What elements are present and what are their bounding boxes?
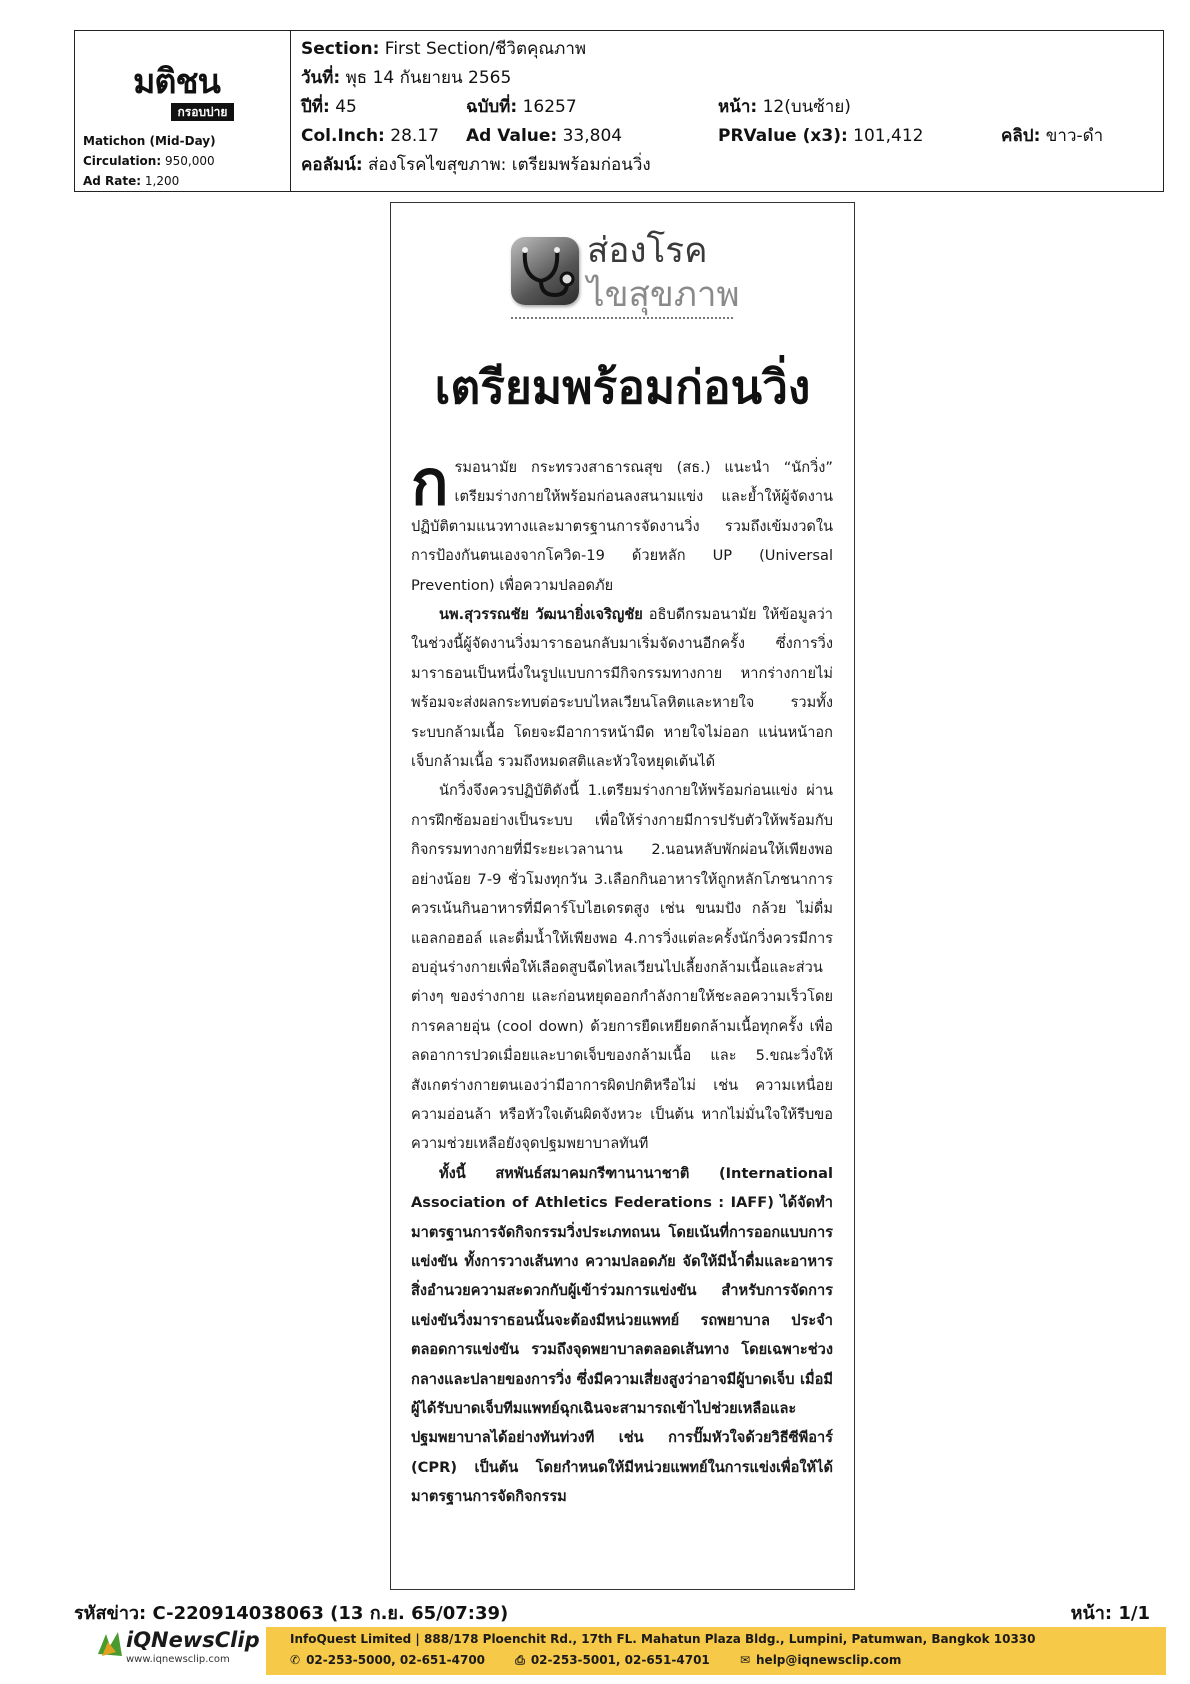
drop-cap: ก xyxy=(411,446,449,519)
column-title-line-2: ไขสุขภาพ xyxy=(587,275,740,315)
prvalue-field: PRValue (x3): 101,412 xyxy=(718,126,924,146)
publication-logo-cell xyxy=(75,31,291,191)
publication-logo: มติชน xyxy=(133,62,220,102)
contact-line xyxy=(290,1653,927,1668)
phone-contact: ✆ 02-253-5000, 02-651-4700 xyxy=(290,1653,486,1667)
iqnewsclip-brand: iQNewsClip xyxy=(126,1628,260,1652)
iqnewsclip-mark-icon xyxy=(96,1630,124,1660)
paragraph-4: ทั้งนี้ สหพันธ์สมาคมกรีฑานานาชาติ (International Association of Athletics Federations : IAFF) ได้จัดทำมาตรฐานการจัดกิจกรรมวิ่งประเภทถนน โดยเน้นที่การออกแบบการแข่งขัน ทั้งการวางเส้นทาง ความปลอดภัย จัดให้มีน้ำดื่มและอาหาร สิ่งอำนวยความสะดวกกับผู้เข้าร่วมการแข่งขัน สำหรับการจัดการแข่งขันวิ่งมาราธอนนั้นจะต้องมีหน่วยแพทย์ รถพยาบาล ประจำตลอดการแข่งขัน รวมถึงจุดพยาบาลตลอดเส้นทาง โดยเฉพาะช่วงกลางและปลายของการวิ่ง ซึ่งมีความเสี่ยงสูงว่าอาจมีผู้บาดเจ็บ เมื่อมีผู้ได้รับบาดเจ็บทีมแพทย์ฉุกเฉินจะสามารถเข้าไปช่วยเหลือและปฐมพยาบาลได้อย่างทันท่วงที เช่น การปั๊มหัวใจด้วยวิธีซีพีอาร์ (CPR) เป็นต้น โดยกำหนดให้มีหน่วยแพทย์ในการแข่งเพื่อให้ได้มาตรฐานการจัดกิจกรรม xyxy=(411,1164,833,1506)
date-row: วันที่: พุธ 14 กันยายน 2565 xyxy=(301,68,512,88)
company-address: InfoQuest Limited | 888/178 Ploenchit Rd., 17th FL. Mahatun Plaza Bldg., Lumpini, Patumwan, Bangkok 10330 xyxy=(290,1632,1036,1646)
ad-rate: Ad Rate: 1,200 xyxy=(83,174,180,188)
paragraph-1: กรมอนามัย กระทรวงสาธารณสุข (สธ.) แนะนำ “นักวิ่ง” เตรียมร่างกายให้พร้อมก่อนลงสนามแข่ง และย้ำให้ผู้จัดงานปฏิบัติตามแนวทางและมาตรฐานการจัดงานวิ่ง รวมถึงเข้มงวดในการป้องกันตนเองจากโควิด-19 ด้วยหลัก UP (Universal Prevention) เพื่อความปลอดภัย xyxy=(411,446,833,594)
publication-name: Matichon (Mid-Day) xyxy=(83,134,216,148)
paragraph-3: นักวิ่งจึงควรปฏิบัติดังนี้ 1.เตรียมร่างกายให้พร้อมก่อนแข่ง ผ่านการฝึกซ้อมอย่างเป็นระบบ เพื่อให้ร่างกายมีการปรับตัวให้พร้อมกับกิจกรรมทางกายที่มีระยะเวลานาน 2.นอนหลับพักผ่อนให้เพียงพออย่างน้อย 7-9 ชั่วโมงทุกวัน 3.เลือกกินอาหารให้ถูกหลักโภชนาการ ควรเน้นกินอาหารที่มีคาร์โบไฮเดรตสูง เช่น ขนมปัง กล้วย ไม่ดื่มแอลกอฮอล์ และดื่มน้ำให้เพียงพอ 4.การวิ่งแต่ละครั้งนักวิ่งควรมีการอบอุ่นร่างกายเพื่อให้เลือดสูบฉีดไหลเวียนไปเลี้ยงกล้ามเนื้อและส่วนต่างๆ ของร่างกาย และก่อนหยุดออกกำลังกายให้ชะลอความเร็วโดยการคลายอุ่น (cool down) ด้วยการยืดเหยียดกล้ามเนื้อทุกครั้ง เพื่อลดอาการปวดเมื่อยและบาดเจ็บของกล้ามเนื้อ และ 5.ขณะวิ่งให้สังเกตร่างกายตนเองว่ามีอาการผิดปกติหรือไม่ เช่น ความเหนื่อย ความอ่อนล้า หรือหัวใจเต้นผิดจังหวะ เป็นต้น หากไม่มั่นใจให้รีบขอความช่วยเหลือยังจุดปฐมพยาบาลทันที xyxy=(411,782,833,1153)
director-name: นพ.สุวรรณชัย วัฒนายิ่งเจริญชัย xyxy=(439,606,643,624)
clip-color-field: คลิป: ขาว-ดำ xyxy=(1001,126,1104,146)
paragraph-2: นพ.สุวรรณชัย วัฒนายิ่งเจริญชัย อธิบดีกรมอนามัย ให้ข้อมูลว่า ในช่วงนี้ผู้จัดงานวิ่งมาราธอนกลับมาเริ่มจัดงานอีกครั้ง ซึ่งการวิ่งมาราธอนเป็นหนึ่งในรูปแบบการมีกิจกรรมทางกาย หากร่างกายไม่พร้อมจะส่งผลกระทบต่อระบบไหลเวียนโลหิตและหายใจ รวมทั้งระบบกล้ามเนื้อ โดยจะมีอาการหน้ามืด หายใจไม่ออก แน่นหน้าอก เจ็บกล้ามเนื้อ รวมถึงหมดสติและหัวใจหยุดเต้นได้ xyxy=(411,606,833,771)
year-field: ปีที่: 45 xyxy=(301,97,357,117)
clip-info xyxy=(291,31,1163,191)
issue-field: ฉบับที่: 16257 xyxy=(466,97,577,117)
colinch-field: Col.Inch: 28.17 xyxy=(301,126,439,146)
column-heading xyxy=(511,225,740,325)
stethoscope-icon xyxy=(511,237,579,305)
article-body xyxy=(411,446,833,1512)
iqnewsclip-logo xyxy=(96,1626,266,1670)
iqnewsclip-url[interactable]: www.iqnewsclip.com xyxy=(126,1654,230,1665)
page-field: หน้า: 12(บนซ้าย) xyxy=(718,97,851,117)
page-number: หน้า: 1/1 xyxy=(1070,1603,1150,1624)
contact-bar xyxy=(266,1627,1166,1675)
column-title-line-1: ส่องโรค xyxy=(587,231,708,271)
advalue-field: Ad Value: 33,804 xyxy=(466,126,623,146)
clip-header xyxy=(74,30,1164,192)
phone-icon: ✆ xyxy=(290,1653,301,1667)
fax-contact: ⎙ 02-253-5001, 02-651-4701 xyxy=(515,1653,710,1667)
publication-meta xyxy=(83,131,216,191)
column-row: คอลัมน์: ส่องโรคไขสุขภาพ: เตรียมพร้อมก่อนวิ่ง xyxy=(301,155,651,175)
news-id: รหัสข่าว: C-220914038063 (13 ก.ย. 65/07:39) xyxy=(74,1603,509,1624)
email-icon: ✉ xyxy=(739,1653,751,1667)
news-clipping xyxy=(390,202,855,1590)
article-headline: เตรียมพร้อมก่อนวิ่ง xyxy=(434,360,811,414)
publication-logo-edition: กรอบบ่าย xyxy=(171,103,234,121)
issue-row xyxy=(301,95,1151,119)
section-row: Section: First Section/ชีวิตคุณภาพ xyxy=(301,39,587,59)
value-row xyxy=(301,124,1151,148)
email-contact[interactable]: ✉ help@iqnewsclip.com xyxy=(739,1653,902,1667)
fax-icon: ⎙ xyxy=(515,1653,525,1667)
column-heading-divider xyxy=(511,317,733,319)
circulation: Circulation: 950,000 xyxy=(83,154,215,168)
